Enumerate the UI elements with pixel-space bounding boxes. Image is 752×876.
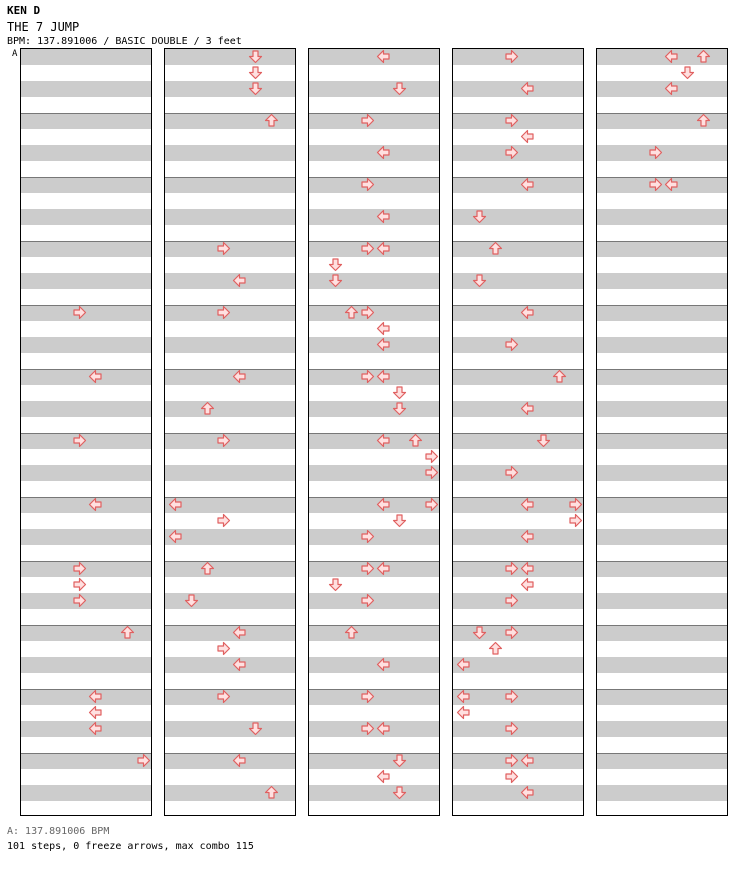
arrow-down-icon [472, 209, 487, 224]
arrow-left-icon [88, 497, 103, 512]
beat-stripe [453, 785, 583, 801]
measure-line [21, 497, 151, 498]
beat-stripe [309, 497, 439, 513]
arrow-left-icon [168, 529, 183, 544]
beat-stripe [309, 465, 439, 481]
measure-line [165, 753, 295, 754]
beat-stripe [597, 593, 727, 609]
arrow-up-icon [552, 369, 567, 384]
beat-stripe [21, 497, 151, 513]
chart-info: BPM: 137.891006 / BASIC DOUBLE / 3 feet [7, 36, 242, 47]
beat-stripe [597, 241, 727, 257]
beat-stripe [165, 721, 295, 737]
artist-name: KEN D [7, 4, 41, 17]
beat-stripe [597, 497, 727, 513]
measure-column-5 [596, 48, 728, 816]
arrow-right-icon [504, 465, 519, 480]
arrow-right-icon [504, 625, 519, 640]
arrow-right-icon [360, 113, 375, 128]
beat-stripe [165, 561, 295, 577]
arrow-left-icon [376, 321, 391, 336]
beat-stripe [597, 721, 727, 737]
arrow-right-icon [648, 177, 663, 192]
arrow-right-icon [504, 769, 519, 784]
arrow-left-icon [664, 81, 679, 96]
measure-line [597, 369, 727, 370]
beat-stripe [309, 785, 439, 801]
arrow-right-icon [568, 497, 583, 512]
arrow-left-icon [456, 705, 471, 720]
arrow-left-icon [376, 209, 391, 224]
beat-stripe [597, 305, 727, 321]
beat-stripe [453, 433, 583, 449]
arrow-left-icon [232, 657, 247, 672]
arrow-left-icon [520, 401, 535, 416]
arrow-left-icon [664, 49, 679, 64]
beat-stripe [165, 401, 295, 417]
arrow-left-icon [88, 721, 103, 736]
beat-stripe [597, 273, 727, 289]
arrow-up-icon [344, 625, 359, 640]
arrow-up-icon [200, 401, 215, 416]
beat-stripe [597, 81, 727, 97]
beat-stripe [165, 337, 295, 353]
beat-stripe [597, 337, 727, 353]
arrow-left-icon [520, 81, 535, 96]
arrow-down-icon [248, 721, 263, 736]
beat-stripe [21, 465, 151, 481]
beat-stripe [21, 49, 151, 65]
arrow-left-icon [232, 625, 247, 640]
measure-column-4 [452, 48, 584, 816]
beat-stripe [309, 81, 439, 97]
measure-line [597, 497, 727, 498]
arrow-right-icon [568, 513, 583, 528]
arrow-down-icon [328, 257, 343, 272]
arrow-right-icon [360, 529, 375, 544]
beat-stripe [453, 305, 583, 321]
arrow-right-icon [360, 689, 375, 704]
arrow-up-icon [488, 241, 503, 256]
arrow-right-icon [360, 369, 375, 384]
beat-stripe [21, 177, 151, 193]
arrow-right-icon [360, 177, 375, 192]
arrow-left-icon [520, 561, 535, 576]
arrow-left-icon [376, 369, 391, 384]
arrow-left-icon [376, 497, 391, 512]
arrow-right-icon [136, 753, 151, 768]
arrow-down-icon [392, 401, 407, 416]
beat-stripe [21, 81, 151, 97]
arrow-right-icon [72, 561, 87, 576]
beat-stripe [597, 369, 727, 385]
beat-stripe [453, 529, 583, 545]
arrow-down-icon [184, 593, 199, 608]
beat-stripe [453, 657, 583, 673]
measure-line [309, 497, 439, 498]
beat-stripe [309, 49, 439, 65]
measure-line [165, 177, 295, 178]
beat-stripe [309, 209, 439, 225]
beat-stripe [309, 625, 439, 641]
arrow-down-icon [536, 433, 551, 448]
measure-line [165, 497, 295, 498]
beat-stripe [21, 529, 151, 545]
measure-line [165, 625, 295, 626]
measure-line [21, 753, 151, 754]
arrow-up-icon [120, 625, 135, 640]
measure-line [597, 305, 727, 306]
arrow-up-icon [344, 305, 359, 320]
beat-stripe [21, 113, 151, 129]
beat-stripe [453, 241, 583, 257]
arrow-right-icon [360, 241, 375, 256]
arrow-right-icon [504, 561, 519, 576]
beat-stripe [597, 657, 727, 673]
arrow-left-icon [376, 241, 391, 256]
arrow-left-icon [88, 369, 103, 384]
arrow-left-icon [376, 433, 391, 448]
arrow-right-icon [424, 449, 439, 464]
arrow-right-icon [216, 241, 231, 256]
arrow-left-icon [456, 657, 471, 672]
beat-stripe [597, 753, 727, 769]
arrow-down-icon [392, 385, 407, 400]
arrow-right-icon [72, 433, 87, 448]
beat-stripe [309, 753, 439, 769]
measure-line [309, 753, 439, 754]
beat-stripe [165, 81, 295, 97]
beat-stripe [21, 785, 151, 801]
bpm-marker: A [12, 49, 18, 59]
arrow-right-icon [504, 49, 519, 64]
arrow-down-icon [472, 273, 487, 288]
arrow-left-icon [520, 129, 535, 144]
beat-stripe [597, 433, 727, 449]
arrow-right-icon [504, 337, 519, 352]
beat-stripe [597, 401, 727, 417]
arrow-left-icon [376, 337, 391, 352]
measure-line [21, 177, 151, 178]
arrow-right-icon [216, 433, 231, 448]
arrow-left-icon [520, 177, 535, 192]
arrow-left-icon [376, 721, 391, 736]
beat-stripe [309, 145, 439, 161]
arrow-right-icon [504, 721, 519, 736]
arrow-down-icon [680, 65, 695, 80]
beat-stripe [165, 497, 295, 513]
measure-line [309, 625, 439, 626]
arrow-left-icon [88, 705, 103, 720]
beat-stripe [165, 465, 295, 481]
beat-stripe [21, 145, 151, 161]
arrow-down-icon [328, 273, 343, 288]
measure-line [597, 561, 727, 562]
beat-stripe [21, 657, 151, 673]
beat-stripe [165, 625, 295, 641]
beat-stripe [597, 625, 727, 641]
beat-stripe [21, 689, 151, 705]
arrow-left-icon [520, 753, 535, 768]
measure-line [453, 177, 583, 178]
arrow-up-icon [696, 113, 711, 128]
arrow-right-icon [504, 145, 519, 160]
arrow-down-icon [248, 81, 263, 96]
beat-stripe [453, 81, 583, 97]
measure-line [21, 369, 151, 370]
measure-column-1 [20, 48, 152, 816]
beat-stripe [21, 209, 151, 225]
arrow-right-icon [504, 113, 519, 128]
arrow-right-icon [216, 513, 231, 528]
arrow-left-icon [376, 769, 391, 784]
beat-stripe [165, 369, 295, 385]
beat-stripe [597, 529, 727, 545]
arrow-right-icon [216, 305, 231, 320]
arrow-down-icon [328, 577, 343, 592]
arrow-right-icon [72, 577, 87, 592]
beat-stripe [165, 529, 295, 545]
arrow-left-icon [520, 305, 535, 320]
arrow-up-icon [408, 433, 423, 448]
beat-stripe [453, 497, 583, 513]
beat-stripe [165, 273, 295, 289]
beat-stripe [21, 241, 151, 257]
beat-stripe [597, 209, 727, 225]
beat-stripe [165, 753, 295, 769]
arrow-left-icon [664, 177, 679, 192]
beat-stripe [453, 177, 583, 193]
arrow-down-icon [392, 513, 407, 528]
arrow-right-icon [360, 305, 375, 320]
measure-line [21, 241, 151, 242]
beat-stripe [597, 785, 727, 801]
arrow-right-icon [72, 593, 87, 608]
arrow-left-icon [376, 561, 391, 576]
arrow-left-icon [232, 369, 247, 384]
arrow-right-icon [504, 753, 519, 768]
measure-column-2 [164, 48, 296, 816]
beat-stripe [165, 209, 295, 225]
beat-stripe [597, 689, 727, 705]
arrow-up-icon [200, 561, 215, 576]
arrow-right-icon [216, 689, 231, 704]
beat-stripe [309, 401, 439, 417]
measure-line [597, 433, 727, 434]
arrow-left-icon [232, 753, 247, 768]
measure-line [21, 113, 151, 114]
beat-stripe [165, 657, 295, 673]
arrow-down-icon [248, 49, 263, 64]
arrow-left-icon [520, 785, 535, 800]
arrow-right-icon [504, 689, 519, 704]
measure-line [453, 305, 583, 306]
arrow-right-icon [424, 497, 439, 512]
measure-line [453, 497, 583, 498]
arrow-down-icon [248, 65, 263, 80]
measure-line [597, 753, 727, 754]
arrow-left-icon [168, 497, 183, 512]
arrow-left-icon [520, 497, 535, 512]
arrow-right-icon [648, 145, 663, 160]
arrow-down-icon [392, 785, 407, 800]
arrow-left-icon [520, 529, 535, 544]
measure-line [597, 625, 727, 626]
beat-stripe [21, 753, 151, 769]
measure-line [453, 433, 583, 434]
bpm-legend: A: 137.891006 BPM [7, 826, 110, 837]
measure-line [453, 241, 583, 242]
beat-stripe [21, 273, 151, 289]
beat-stripe [597, 465, 727, 481]
measure-line [21, 689, 151, 690]
measure-line [165, 369, 295, 370]
beat-stripe [21, 337, 151, 353]
arrow-up-icon [264, 785, 279, 800]
arrow-down-icon [392, 753, 407, 768]
arrow-left-icon [520, 577, 535, 592]
beat-stripe [597, 561, 727, 577]
arrow-up-icon [264, 113, 279, 128]
arrow-down-icon [472, 625, 487, 640]
arrow-left-icon [376, 145, 391, 160]
beat-stripe [165, 177, 295, 193]
beat-stripe [21, 369, 151, 385]
arrow-left-icon [88, 689, 103, 704]
beat-stripe [165, 145, 295, 161]
beat-stripe [309, 657, 439, 673]
arrow-right-icon [424, 465, 439, 480]
arrow-right-icon [360, 721, 375, 736]
arrow-up-icon [696, 49, 711, 64]
arrow-left-icon [456, 689, 471, 704]
arrow-right-icon [360, 593, 375, 608]
arrow-right-icon [360, 561, 375, 576]
measure-line [597, 241, 727, 242]
arrow-right-icon [216, 641, 231, 656]
measure-line [165, 561, 295, 562]
arrow-left-icon [376, 657, 391, 672]
arrow-down-icon [392, 81, 407, 96]
step-summary: 101 steps, 0 freeze arrows, max combo 115 [7, 841, 254, 852]
beat-stripe [165, 49, 295, 65]
arrow-right-icon [504, 593, 519, 608]
arrow-left-icon [232, 273, 247, 288]
arrow-up-icon [488, 641, 503, 656]
beat-stripe [21, 401, 151, 417]
beat-stripe [309, 337, 439, 353]
arrow-right-icon [72, 305, 87, 320]
measure-line [597, 689, 727, 690]
song-title: THE 7 JUMP [7, 20, 80, 34]
measure-column-3 [308, 48, 440, 816]
beat-stripe [21, 721, 151, 737]
arrow-left-icon [376, 49, 391, 64]
beat-stripe [453, 401, 583, 417]
